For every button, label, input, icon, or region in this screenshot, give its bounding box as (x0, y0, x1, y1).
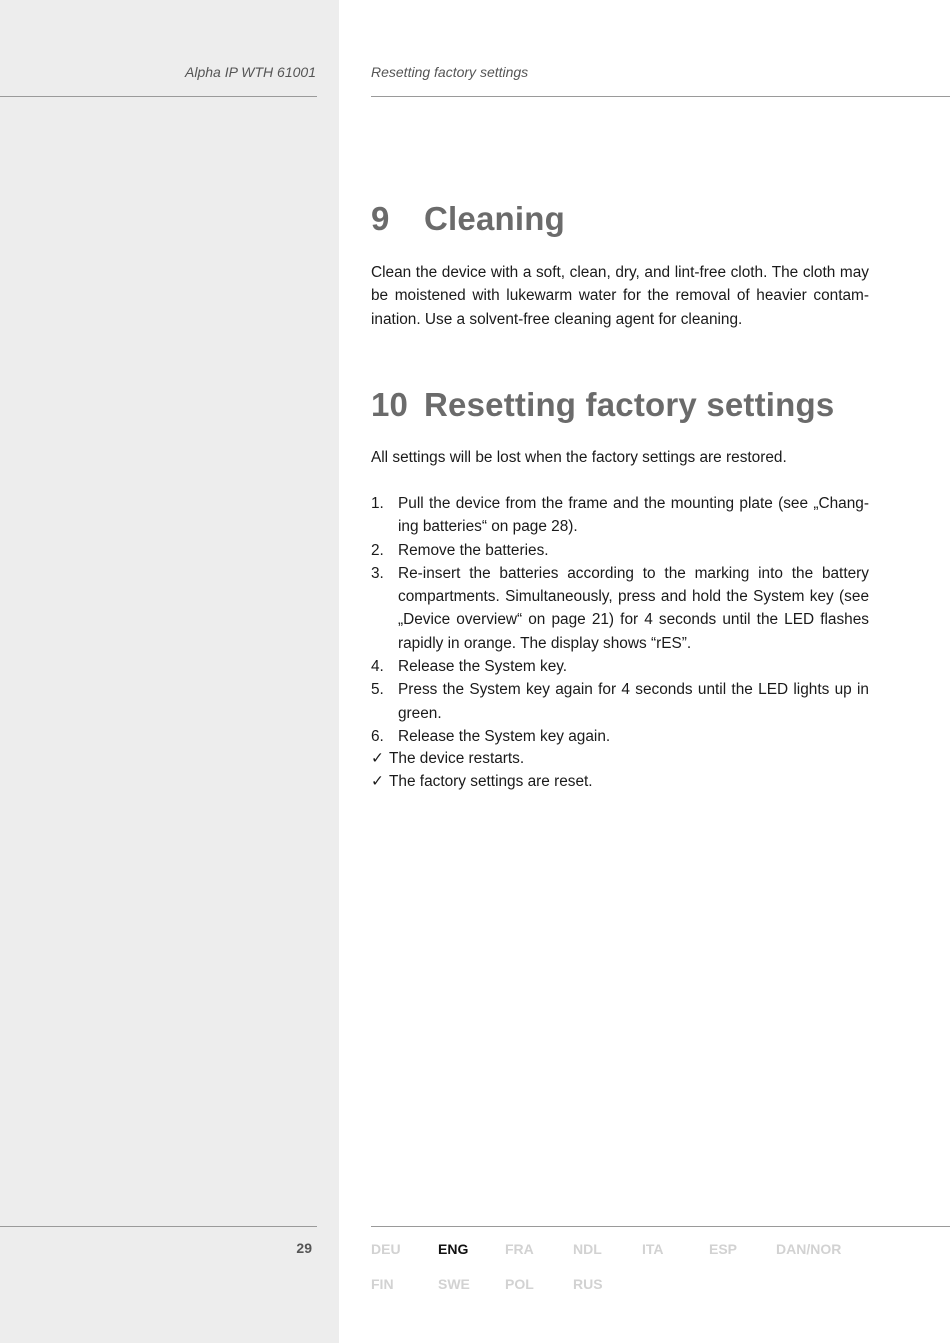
step-number: 4. (371, 658, 384, 676)
step-number: 3. (371, 564, 384, 582)
step-text: Re-insert the batteries according to the marking into the battery compartments. Simultaneously, press and hold the System key (see „Device overview“ on page 21) for 4 seconds until the LED flashes rapidly in orange. The display shows “rES”. (398, 564, 869, 652)
step-number: 5. (371, 681, 384, 699)
checkmark-icon: ✓ (371, 773, 384, 791)
reset-steps-list (371, 492, 869, 748)
list-item (371, 562, 869, 655)
result-text: The device restarts. (389, 750, 525, 767)
left-margin-panel (0, 0, 339, 1343)
step-number: 2. (371, 541, 384, 559)
list-item (371, 492, 869, 539)
header-divider-right (371, 96, 950, 97)
cleaning-paragraph: Clean the device with a soft, clean, dry, and lint-free cloth. The cloth may be moistened with lukewarm water for the removal of heavier contamination. Use a solvent-free cleaning agent for cleaning. (371, 264, 869, 328)
header-chapter-title: Resetting factory settings (371, 64, 529, 80)
language-link-esp[interactable]: ESP (709, 1241, 738, 1257)
result-item (371, 747, 869, 770)
step-text: Pull the device from the frame and the mounting plate (see „Changing batteries“ on page 28). (398, 495, 869, 536)
footer-divider-right (371, 1226, 950, 1227)
section-heading-cleaning (371, 200, 565, 238)
result-item (371, 770, 869, 793)
language-link-deu[interactable]: DEU (371, 1241, 401, 1257)
step-text: Release the System key again. (398, 727, 611, 745)
language-link-fin[interactable]: FIN (371, 1276, 394, 1292)
language-link-fra[interactable]: FRA (505, 1241, 534, 1257)
language-link-dannor[interactable]: DAN/NOR (776, 1241, 842, 1257)
list-item (371, 678, 869, 725)
language-link-swe[interactable]: SWE (438, 1276, 470, 1292)
step-number: 1. (371, 495, 384, 512)
footer-divider-left (0, 1226, 317, 1227)
language-link-rus[interactable]: RUS (573, 1276, 603, 1292)
section-heading-reset (371, 386, 834, 424)
language-link-eng[interactable]: ENG (438, 1241, 469, 1257)
section-number: 10 (371, 386, 409, 423)
language-link-ndl[interactable]: NDL (573, 1241, 602, 1257)
reset-intro-paragraph: All settings will be lost when the factory settings are restored. (371, 449, 787, 466)
checkmark-icon: ✓ (371, 750, 384, 767)
page-number: 29 (296, 1240, 312, 1256)
language-link-ita[interactable]: ITA (642, 1241, 664, 1257)
header-product-name: Alpha IP WTH 61001 (185, 64, 316, 80)
list-item (371, 539, 869, 562)
section-title: Cleaning (424, 200, 565, 237)
section-number: 9 (371, 200, 390, 237)
list-item (371, 725, 869, 748)
reset-results-list (371, 747, 869, 794)
list-item (371, 655, 869, 678)
step-number: 6. (371, 727, 384, 745)
result-text: The factory settings are reset. (389, 773, 593, 791)
step-text: Remove the batteries. (398, 541, 549, 559)
language-link-pol[interactable]: POL (505, 1276, 534, 1292)
step-text: Release the System key. (398, 658, 568, 676)
step-text: Press the System key again for 4 seconds until the LED lights up in green. (398, 681, 869, 722)
section-title: Resetting factory settings (424, 386, 835, 423)
header-divider-left (0, 96, 317, 97)
